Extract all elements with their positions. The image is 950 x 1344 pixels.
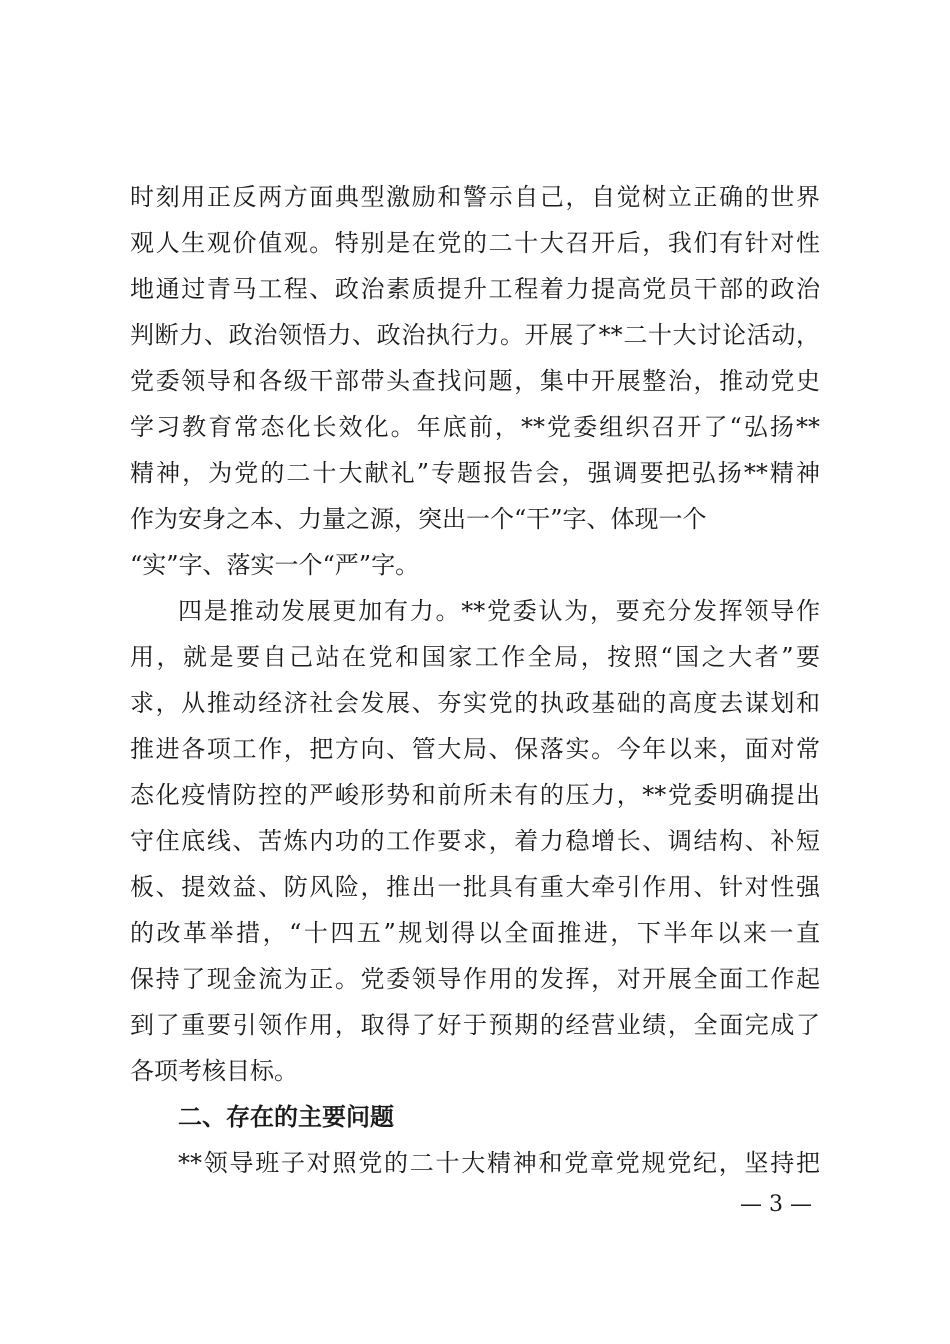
paragraph-2-line-7: 板、提效益、防风险，推出一批具有重大牵引作用、针对性强 <box>130 873 820 901</box>
paragraph-3-line-1: **领导班子对照党的二十大精神和党章党规党纪，坚持把 <box>178 1149 820 1177</box>
paragraph-1-line-5: 党委领导和各级干部带头查找问题，集中开展整治，推动党史 <box>130 367 820 395</box>
paragraph-1-line-7: 精神，为党的二十大献礼”专题报告会，强调要把弘扬**精神 <box>130 459 820 487</box>
paragraph-2-line-3: 求，从推动经济社会发展、夯实党的执政基础的高度去谋划和 <box>130 689 820 717</box>
page-number: — 3 — <box>740 1192 812 1217</box>
paragraph-2-line-4: 推进各项工作，把方向、管大局、保落实。今年以来，面对常 <box>130 735 820 763</box>
paragraph-2-line-9: 保持了现金流为正。党委领导作用的发挥，对开展全面工作起 <box>130 965 820 993</box>
paragraph-2-line-5: 态化疫情防控的严峻形势和前所未有的压力，**党委明确提出 <box>130 781 820 809</box>
section-heading: 二、存在的主要问题 <box>178 1103 394 1131</box>
paragraph-1-line-4: 判断力、政治领悟力、政治执行力。开展了**二十大讨论活动， <box>130 321 820 349</box>
paragraph-2-line-11: 各项考核目标。 <box>130 1057 298 1085</box>
paragraph-1-line-6: 学习教育常态化长效化。年底前，**党委组织召开了“弘扬** <box>130 413 820 441</box>
paragraph-2-line-2: 用，就是要自己站在党和国家工作全局，按照“国之大者”要 <box>130 643 820 671</box>
paragraph-2-line-6: 守住底线、苦炼内功的工作要求，着力稳增长、调结构、补短 <box>130 827 820 855</box>
paragraph-1-line-3: 地通过青马工程、政治素质提升工程着力提高党员干部的政治 <box>130 275 820 303</box>
paragraph-2-line-8: 的改革举措，“十四五”规划得以全面推进，下半年以来一直 <box>130 919 820 947</box>
paragraph-2-line-1: 四是推动发展更加有力。**党委认为，要充分发挥领导作 <box>178 597 820 625</box>
paragraph-1-line-9: “实”字、落实一个“严”字。 <box>130 551 420 579</box>
paragraph-1-line-2: 观人生观价值观。特别是在党的二十大召开后，我们有针对性 <box>130 229 820 257</box>
paragraph-1-line-8: 作为安身之本、力量之源，突出一个“干”字、体现一个 <box>130 505 707 533</box>
paragraph-2-line-10: 到了重要引领作用，取得了好于预期的经营业绩，全面完成了 <box>130 1011 820 1039</box>
paragraph-1-line-1: 时刻用正反两方面典型激励和警示自己，自觉树立正确的世界 <box>130 183 820 211</box>
